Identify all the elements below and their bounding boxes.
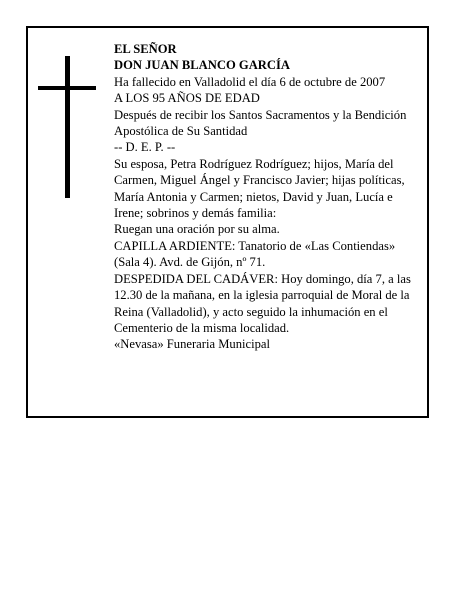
cross-icon — [38, 56, 96, 198]
death-date-line: Ha fallecido en Valladolid el día 6 de octubre de 2007 — [114, 74, 386, 89]
sacraments-paragraph: Después de recibir los Santos Sacramentos y la Bendición Apostólica de Su Santidad — [114, 107, 407, 139]
age-line: A LOS 95 AÑOS DE EDAD — [114, 91, 260, 106]
cross-vertical-bar — [65, 56, 70, 198]
honorific-heading: EL SEÑOR — [114, 42, 177, 56]
chapel-paragraph: CAPILLA ARDIENTE: Tanatorio de «Las Contiendas» (Sala 4). Avd. de Gijón, nº 71. — [114, 238, 396, 270]
family-paragraph: Su esposa, Petra Rodríguez Rodríguez; hijos, María del Carmen, Miguel Ángel y Francisco Javier; hijas políticas, María Antonia y Carmen; nietos, David y Juan, Lucía e Irene; sobrinos y demás familia: — [114, 156, 405, 221]
notice-text — [114, 41, 424, 353]
prayer-line: Ruegan una oración por su alma. — [114, 222, 280, 237]
deceased-name: DON JUAN BLANCO GARCÍA — [114, 58, 290, 73]
obituary-notice — [26, 26, 429, 418]
rip-line: -- D. E. P. -- — [114, 140, 176, 155]
cross-horizontal-bar — [38, 86, 96, 90]
funeral-home-line: «Nevasa» Funeraria Municipal — [114, 337, 270, 352]
farewell-paragraph: DESPEDIDA DEL CADÁVER: Hoy domingo, día 7, a las 12.30 de la mañana, en la iglesia parroquial de Moral de la Reina (Valladolid), y acto seguido la inhumación en el Cementerio de la misma localidad. — [114, 271, 411, 335]
